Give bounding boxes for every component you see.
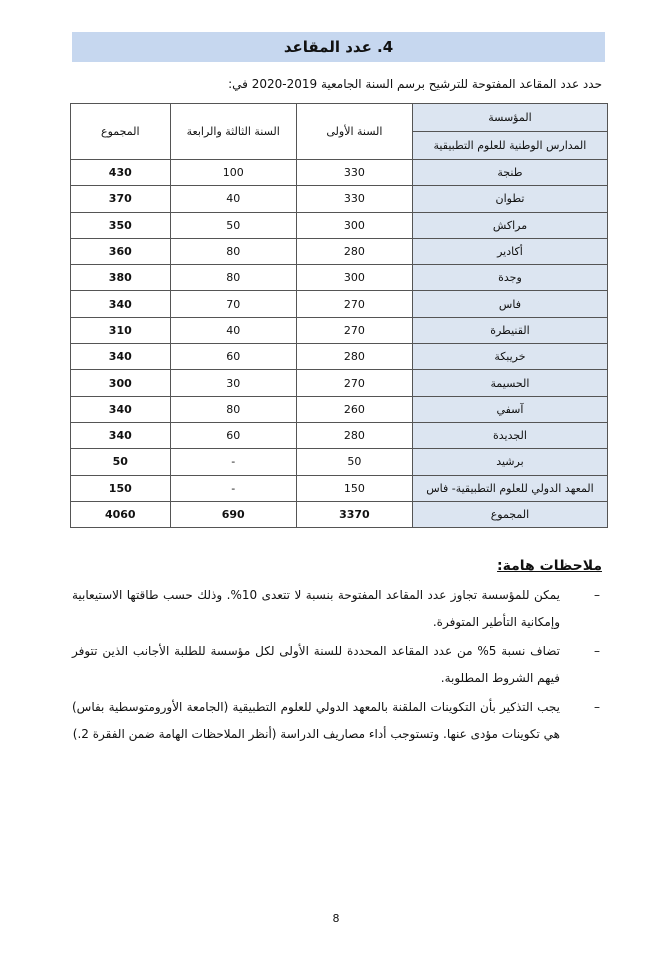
- note-item: [72, 638, 602, 692]
- row-year1: 280: [296, 422, 412, 448]
- row-total: 340: [71, 396, 171, 422]
- table-row: [71, 238, 608, 264]
- row-total: 340: [71, 422, 171, 448]
- row-name: تطوان: [412, 186, 607, 212]
- row-year34: 60: [170, 344, 296, 370]
- row-name: آسفي: [412, 396, 607, 422]
- row-year34: 100: [170, 160, 296, 186]
- row-total: 150: [71, 475, 171, 501]
- row-total: 370: [71, 186, 171, 212]
- row-total: 310: [71, 317, 171, 343]
- row-year1: 330: [296, 186, 412, 212]
- total-year34: 690: [170, 501, 296, 527]
- table-row: [71, 186, 608, 212]
- page-number: 8: [332, 912, 340, 925]
- row-year34: -: [170, 449, 296, 475]
- seats-table: [70, 103, 608, 528]
- total-year1: 3370: [296, 501, 412, 527]
- row-name: مراكش: [412, 212, 607, 238]
- total-label: المجموع: [412, 501, 607, 527]
- row-year1: 270: [296, 317, 412, 343]
- row-total: 430: [71, 160, 171, 186]
- note-item: [72, 694, 602, 748]
- section-title: 4. عدد المقاعد: [283, 38, 394, 56]
- notes-list: [72, 582, 602, 750]
- table-row: [71, 212, 608, 238]
- header-year34: السنة الثالثة والرابعة: [170, 104, 296, 160]
- note-text: يمكن للمؤسسة تجاوز عدد المقاعد المفتوحة بنسبة لا تتعدى 10%. وذلك حسب طاقتها الاستيعابية وإمكانية التأطير المتوفرة.: [72, 588, 560, 629]
- header-schools: المدارس الوطنية للعلوم التطبيقية: [412, 132, 607, 160]
- table-row: [71, 317, 608, 343]
- row-year34: 80: [170, 265, 296, 291]
- row-name: فاس: [412, 291, 607, 317]
- table-row: [71, 344, 608, 370]
- row-year34: 30: [170, 370, 296, 396]
- table-row: [71, 475, 608, 501]
- row-year1: 300: [296, 265, 412, 291]
- row-name: المعهد الدولي للعلوم التطبيقية- فاس: [412, 475, 607, 501]
- table-row: [71, 265, 608, 291]
- row-year34: 60: [170, 422, 296, 448]
- row-name: أكادير: [412, 238, 607, 264]
- row-year1: 300: [296, 212, 412, 238]
- row-name: الجديدة: [412, 422, 607, 448]
- row-name: القنيطرة: [412, 317, 607, 343]
- row-year34: 70: [170, 291, 296, 317]
- row-name: طنجة: [412, 160, 607, 186]
- row-year1: 50: [296, 449, 412, 475]
- row-year1: 270: [296, 291, 412, 317]
- row-year1: 330: [296, 160, 412, 186]
- row-year34: 40: [170, 186, 296, 212]
- row-name: وجدة: [412, 265, 607, 291]
- row-total: 380: [71, 265, 171, 291]
- note-dash: –: [594, 700, 600, 714]
- intro-text: حدد عدد المقاعد المفتوحة للترشيح برسم السنة الجامعية 2019-2020 في:: [228, 77, 602, 91]
- notes-title: ملاحظات هامة:: [497, 558, 602, 574]
- row-name: خريبكة: [412, 344, 607, 370]
- header-year1: السنة الأولى: [296, 104, 412, 160]
- section-header: [72, 32, 605, 62]
- header-total: المجموع: [71, 104, 171, 160]
- note-dash: –: [594, 644, 600, 658]
- row-year1: 270: [296, 370, 412, 396]
- header-institution: المؤسسة: [412, 104, 607, 132]
- row-total: 50: [71, 449, 171, 475]
- table-row: [71, 291, 608, 317]
- table-row: [71, 370, 608, 396]
- row-year1: 150: [296, 475, 412, 501]
- row-name: برشيد: [412, 449, 607, 475]
- row-total: 340: [71, 344, 171, 370]
- table-row: [71, 422, 608, 448]
- row-year34: 80: [170, 396, 296, 422]
- row-total: 340: [71, 291, 171, 317]
- row-year34: 40: [170, 317, 296, 343]
- table-row: [71, 449, 608, 475]
- row-year1: 260: [296, 396, 412, 422]
- note-text: تضاف نسبة 5% من عدد المقاعد المحددة للسنة الأولى لكل مؤسسة للطلبة الأجانب الذين تتوفر فيهم الشروط المطلوبة.: [72, 644, 560, 685]
- table-row: [71, 160, 608, 186]
- row-year34: 50: [170, 212, 296, 238]
- total-row: [71, 501, 608, 527]
- row-year34: -: [170, 475, 296, 501]
- row-year1: 280: [296, 238, 412, 264]
- row-total: 300: [71, 370, 171, 396]
- row-name: الحسيمة: [412, 370, 607, 396]
- row-total: 360: [71, 238, 171, 264]
- row-year1: 280: [296, 344, 412, 370]
- note-text: يجب التذكير بأن التكوينات الملقنة بالمعهد الدولي للعلوم التطبيقية (الجامعة الأورومتوسطية بفاس) هي تكوينات مؤدى عنها. وتستوجب أداء مصاريف الدراسة (أنظر الملاحظات الهامة ضمن الفقرة 2.): [72, 700, 560, 741]
- row-total: 350: [71, 212, 171, 238]
- table-row: [71, 396, 608, 422]
- grand-total: 4060: [71, 501, 171, 527]
- note-item: [72, 582, 602, 636]
- note-dash: –: [594, 588, 600, 602]
- row-year34: 80: [170, 238, 296, 264]
